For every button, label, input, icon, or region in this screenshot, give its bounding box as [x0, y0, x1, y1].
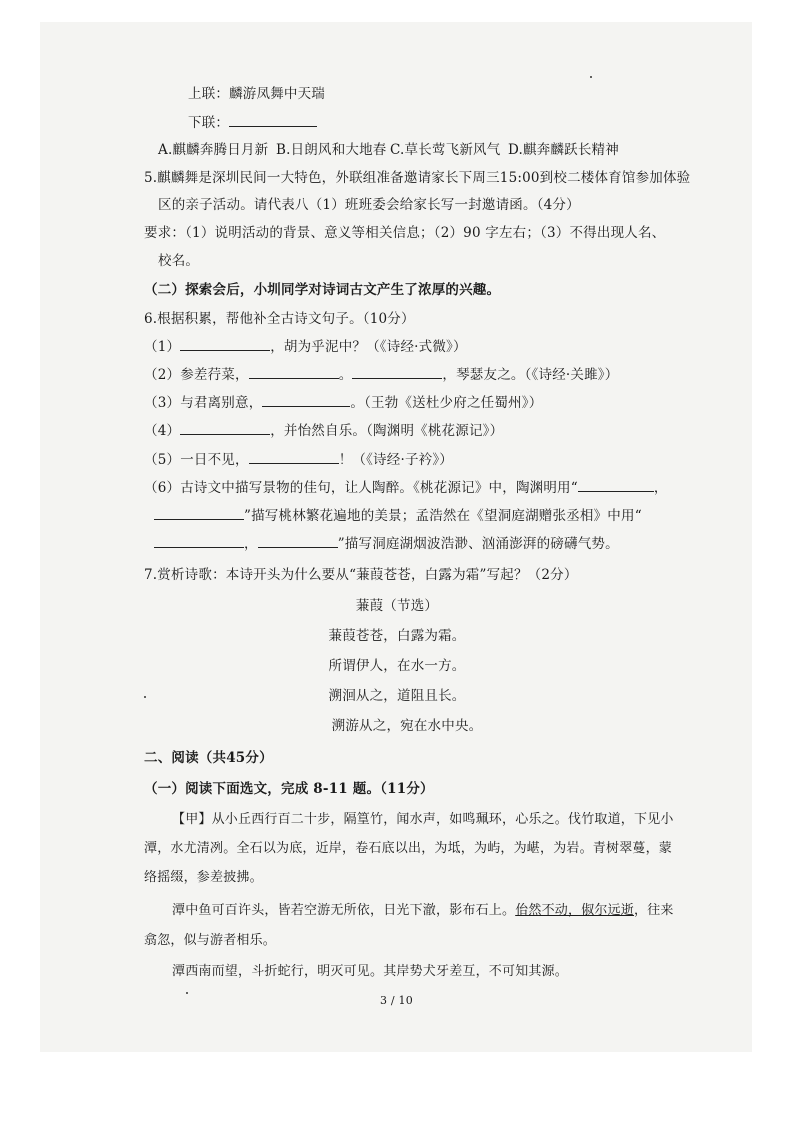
question-6-item-1	[144, 338, 467, 356]
scan-speck	[590, 76, 592, 78]
passage-line: 潭，水尤清冽。全石以为底，近岸，卷石底以出，为坻，为屿，为嵁，为岩。青树翠蔓，蒙	[144, 841, 673, 856]
question-6-item-6-cont2	[154, 535, 619, 553]
reading-subsection-heading: （一）阅读下面选文，完成 8-11 题。（11分）	[144, 781, 434, 797]
couplet-upper: 上联：麟游凤舞中天瑞	[188, 86, 325, 102]
answer-blank[interactable]	[578, 479, 654, 492]
couplet-lower-label: 下联：	[188, 115, 230, 131]
item-number: （1）	[144, 339, 181, 355]
poem-line: 溯洄从之，道阻且长。	[328, 688, 466, 704]
option-b: B.日朗风和大地春	[276, 142, 387, 158]
item-text: （6）古诗文中描写景物的佳句，让人陶醉。《桃花源记》中，陶渊明用“	[144, 480, 578, 496]
question-5-requirement-cont: 校名。	[158, 253, 200, 269]
item-text: ”描写桃林繁花遍地的美景；孟浩然在《望洞庭湖赠张丞相》中用“	[244, 508, 642, 524]
page-number: 3 / 10	[380, 994, 413, 1007]
item-text: ！（《诗经·子衿》）	[338, 452, 453, 468]
question-6-item-6-cont	[154, 507, 642, 525]
question-6-item-3	[144, 394, 542, 412]
item-text: ，琴瑟友之。（《诗经·关雎》）	[442, 367, 619, 383]
item-text: ，	[244, 536, 258, 552]
item-text: ，并怡然自乐。（陶渊明《桃花源记》）	[270, 423, 504, 439]
answer-blank[interactable]	[262, 394, 350, 407]
option-c: C.草长莺飞新风气	[390, 142, 501, 158]
question-6-item-4	[144, 422, 503, 440]
passage-line	[172, 902, 674, 920]
question-5-line2: 区的亲子活动。请代表八（1）班班委会给家长写一封邀请函。（4分）	[158, 197, 580, 213]
question-6-title: 6.根据积累，帮他补全古诗文句子。（10分）	[144, 311, 415, 327]
option-d: D.麒奔麟跃长精神	[508, 142, 619, 158]
section-heading: （二）探索会后，小圳同学对诗词古文产生了浓厚的兴趣。	[144, 282, 501, 298]
answer-blank[interactable]	[352, 366, 442, 379]
passage-line: 络摇缀，参差披拂。	[144, 870, 263, 885]
passage-text: 潭中鱼可百许头，皆若空游无所依，日光下澈，影布石上。	[172, 903, 516, 918]
item-text: ，	[653, 480, 668, 496]
item-text: 。（王勃《送杜少府之任蜀州》）	[350, 395, 543, 411]
item-text: ”描写洞庭湖烟波浩渺、汹涌澎湃的磅礴气势。	[337, 536, 619, 552]
item-text: （5）一日不见，	[144, 452, 249, 468]
question-7-title: 7.赏析诗歌：本诗开头为什么要从“蒹葭苍苍，白露为霜”写起？（2分）	[144, 567, 578, 583]
item-text: （2）参差荇菜，	[144, 367, 249, 383]
item-number: （4）	[144, 423, 181, 439]
question-6-item-5	[144, 451, 453, 469]
option-a: A.麒麟奔腾日月新	[158, 142, 269, 158]
poem-title: 蒹葭（节选）	[355, 598, 439, 614]
answer-blank[interactable]	[154, 535, 244, 548]
answer-blank[interactable]	[229, 114, 317, 127]
question-6-item-2	[144, 366, 618, 384]
question-6-item-6	[144, 479, 668, 497]
answer-blank[interactable]	[180, 422, 270, 435]
item-text: （3）与君离别意，	[144, 395, 263, 411]
answer-blank[interactable]	[249, 451, 339, 464]
couplet-lower	[188, 114, 317, 132]
poem-line: 所谓伊人，在水一方。	[328, 658, 466, 674]
answer-blank[interactable]	[180, 338, 270, 351]
answer-blank[interactable]	[258, 535, 338, 548]
reading-section-heading: 二、阅读（共45分）	[144, 750, 273, 766]
answer-blank[interactable]	[154, 507, 244, 520]
question-5-requirement: 要求：（1）说明活动的背景、意义等相关信息；（2）90 字左右；（3）不得出现人名、	[144, 225, 666, 241]
item-text: 。	[338, 367, 353, 383]
passage-line: 【甲】从小丘西行百二十步，隔篁竹，闻水声，如鸣珮环，心乐之。伐竹取道，下见小	[172, 812, 674, 827]
question-5-line1: 5.麒麟舞是深圳民间一大特色，外联组准备邀请家长下周三15:00到校二楼体育馆参加体验	[144, 170, 691, 186]
passage-line: 潭西南而望，斗折蛇行，明灭可见。其岸势犬牙差互，不可知其源。	[172, 964, 569, 979]
poem-line: 蒹葭苍苍，白露为霜。	[328, 628, 466, 644]
passage-line: 翕忽，似与游者相乐。	[144, 933, 277, 948]
scan-speck	[186, 992, 188, 994]
passage-text: ，往来	[634, 903, 674, 918]
item-text: ，胡为乎泥中？（《诗经·式微》）	[270, 339, 467, 355]
answer-blank[interactable]	[249, 366, 339, 379]
poem-line: 溯游从之，宛在水中央。	[331, 718, 483, 734]
underlined-sentence: 佁然不动，俶尔远逝	[515, 903, 635, 918]
